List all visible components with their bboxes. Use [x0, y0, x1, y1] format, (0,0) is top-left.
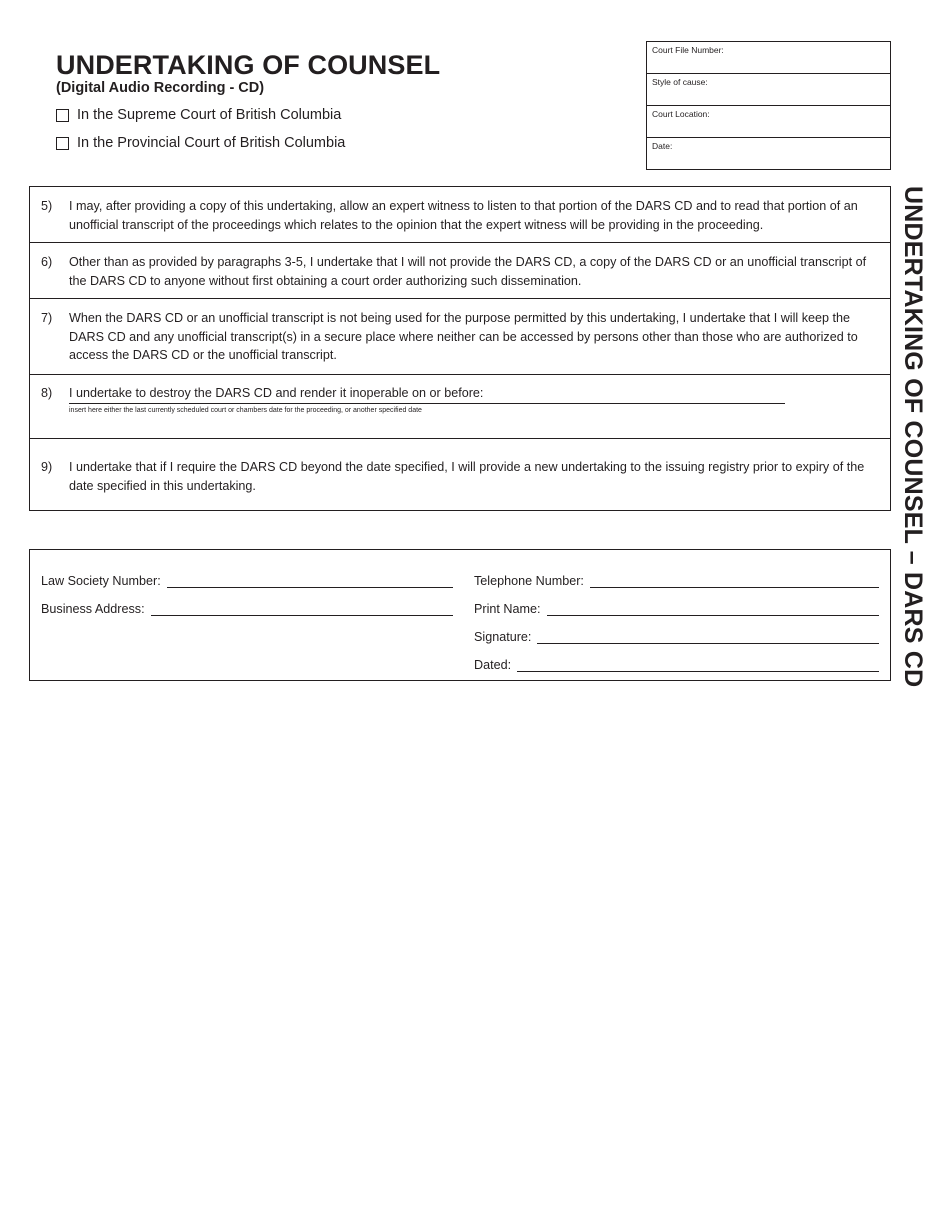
signature-label: Signature: [474, 630, 532, 644]
business-address-row [41, 598, 453, 616]
clauses-list [29, 186, 891, 511]
form-subtitle: (Digital Audio Recording - CD) [56, 80, 265, 96]
style-of-cause-row [647, 74, 890, 106]
provincial-court-label: In the Provincial Court of British Columbia [77, 135, 346, 151]
clause-number: 7) [41, 311, 53, 325]
court-location-row [647, 106, 890, 138]
supreme-court-label: In the Supreme Court of British Columbia [77, 107, 342, 123]
court-location-label: Court Location: [652, 109, 710, 119]
law-society-number-row [41, 570, 453, 588]
law-society-number-label: Law Society Number: [41, 574, 161, 588]
clause-text: I undertake that if I require the DARS CD beyond the date specified, I will provide a new undertaking to the issuing registry prior to expiry of the date specified in this undertaking. [69, 460, 865, 493]
print-name-field[interactable] [547, 601, 880, 616]
dated-label: Dated: [474, 658, 512, 672]
clause-5 [30, 187, 890, 243]
date-label: Date: [652, 141, 673, 151]
print-name-row [474, 598, 879, 616]
clause-number: 6) [41, 255, 53, 269]
provincial-court-checkbox[interactable] [56, 137, 69, 150]
date-row [647, 138, 890, 169]
court-option-supreme[interactable] [56, 107, 341, 123]
telephone-number-field[interactable] [590, 573, 879, 588]
clause-7 [30, 299, 890, 375]
signature-field[interactable] [537, 629, 879, 644]
clause-text: I may, after providing a copy of this undertaking, allow an expert witness to listen to that portion of the DARS CD and to read that portion of an unofficial transcript of the proceedings which relates to the opinion that the expert witness will be providing in the proceeding. [69, 199, 858, 232]
law-society-number-field[interactable] [167, 573, 453, 588]
clause-text: When the DARS CD or an unofficial transcript is not being used for the purpose permitted by this undertaking, I undertake that I will keep the DARS CD and any unofficial transcript(s) in a secure place where neither can be accessed by persons other than those who are authorized to access the DARS CD or the unofficial transcript. [69, 311, 858, 362]
supreme-court-checkbox[interactable] [56, 109, 69, 122]
style-of-cause-field[interactable] [652, 89, 886, 103]
destroy-date-line [69, 403, 785, 404]
side-title: UNDERTAKING OF COUNSEL – DARS CD [899, 186, 927, 688]
clause-9 [30, 439, 890, 510]
clause-6 [30, 243, 890, 299]
form-title: UNDERTAKING OF COUNSEL [56, 50, 441, 80]
dated-row [474, 654, 879, 672]
business-address-label: Business Address: [41, 602, 145, 616]
style-of-cause-label: Style of cause: [652, 77, 708, 87]
destroy-date-note: insert here either the last currently scheduled court or chambers date for the proceeding, or another specified date [69, 407, 422, 414]
court-info-box [646, 41, 891, 170]
dated-field[interactable] [517, 657, 879, 672]
court-option-provincial[interactable] [56, 135, 345, 151]
clause-8 [30, 375, 890, 439]
court-file-number-field[interactable] [652, 57, 886, 71]
clause-text: Other than as provided by paragraphs 3-5, I undertake that I will not provide the DARS CD, a copy of the DARS CD or an unofficial transcript of the DARS CD to anyone without first obtaining a court order authorizing such dissemination. [69, 255, 867, 288]
clause-number: 9) [41, 460, 53, 474]
court-location-field[interactable] [652, 121, 886, 135]
clause-text: I undertake to destroy the DARS CD and render it inoperable on or before: [69, 386, 484, 400]
business-address-field[interactable] [151, 601, 453, 616]
signature-block [29, 549, 891, 681]
destroy-date-field[interactable] [69, 390, 785, 403]
signature-row [474, 626, 879, 644]
telephone-number-label: Telephone Number: [474, 574, 584, 588]
clause-number: 8) [41, 386, 53, 400]
print-name-label: Print Name: [474, 602, 541, 616]
telephone-number-row [474, 570, 879, 588]
court-file-number-row [647, 42, 890, 74]
court-file-number-label: Court File Number: [652, 45, 724, 55]
date-field[interactable] [652, 153, 886, 167]
clause-number: 5) [41, 199, 53, 213]
